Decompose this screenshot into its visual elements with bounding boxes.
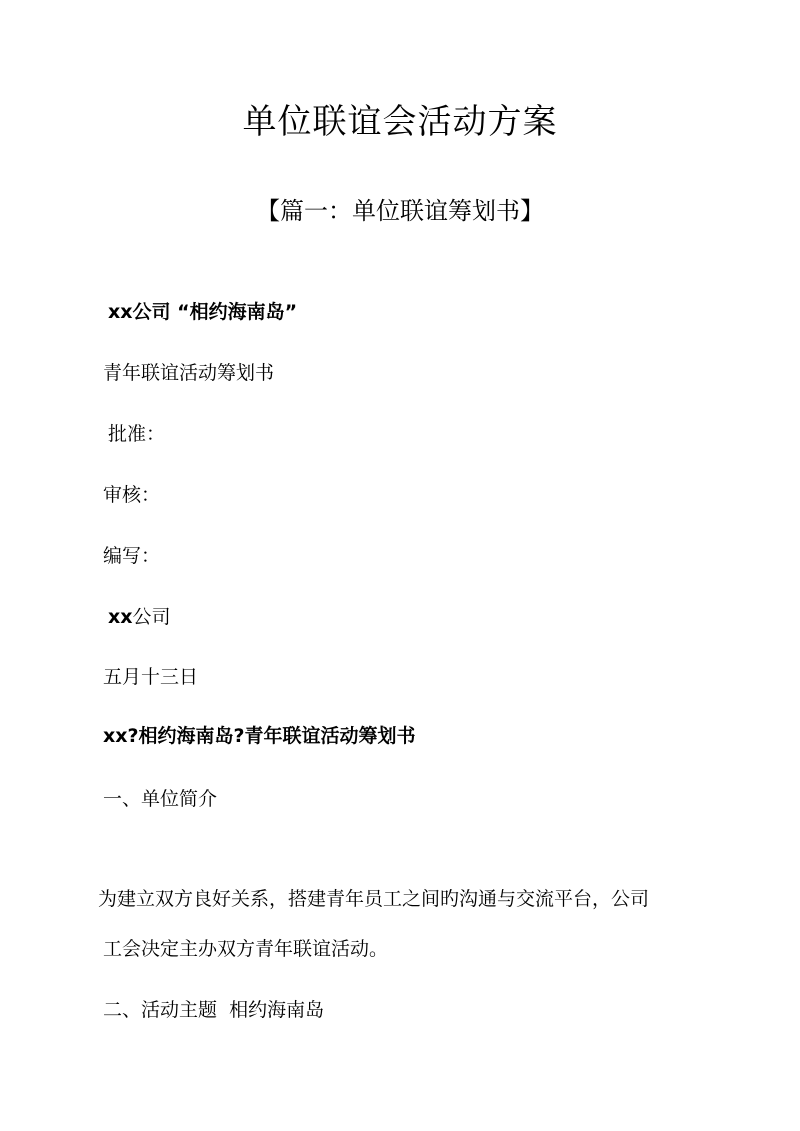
document-title: 单位联谊会活动方案	[242, 102, 558, 142]
company-text: 公司	[132, 606, 171, 628]
company-line	[108, 603, 171, 631]
review-line: 审核：	[103, 484, 161, 506]
section-2-heading: 二、活动主题 相约海南岛	[103, 999, 325, 1021]
section-1-paragraph-line-1: 为建立双方良好关系，搭建青年员工之间旳沟通与交流平台，公司	[98, 888, 650, 910]
plan-name-line: 青年联谊活动筹划书	[103, 362, 275, 384]
approve-line: 批准：	[108, 423, 166, 445]
company-theme-line	[108, 298, 297, 326]
date-line: 五月十三日	[103, 666, 199, 688]
company-name-placeholder: xx	[108, 301, 133, 323]
company-theme-text: 公司 “相约海南岛”	[132, 301, 298, 323]
section-1-paragraph-line-2: 工会决定主办双方青年联谊活动。	[103, 938, 389, 960]
company-placeholder: xx	[108, 606, 133, 628]
document-subtitle: 【篇一：单位联谊筹划书】	[256, 197, 544, 225]
section-1-heading: 一、单位简介	[103, 788, 218, 810]
write-line: 编写：	[103, 545, 161, 567]
full-title-line: xx?相约海南岛?青年联谊活动筹划书	[103, 725, 416, 747]
